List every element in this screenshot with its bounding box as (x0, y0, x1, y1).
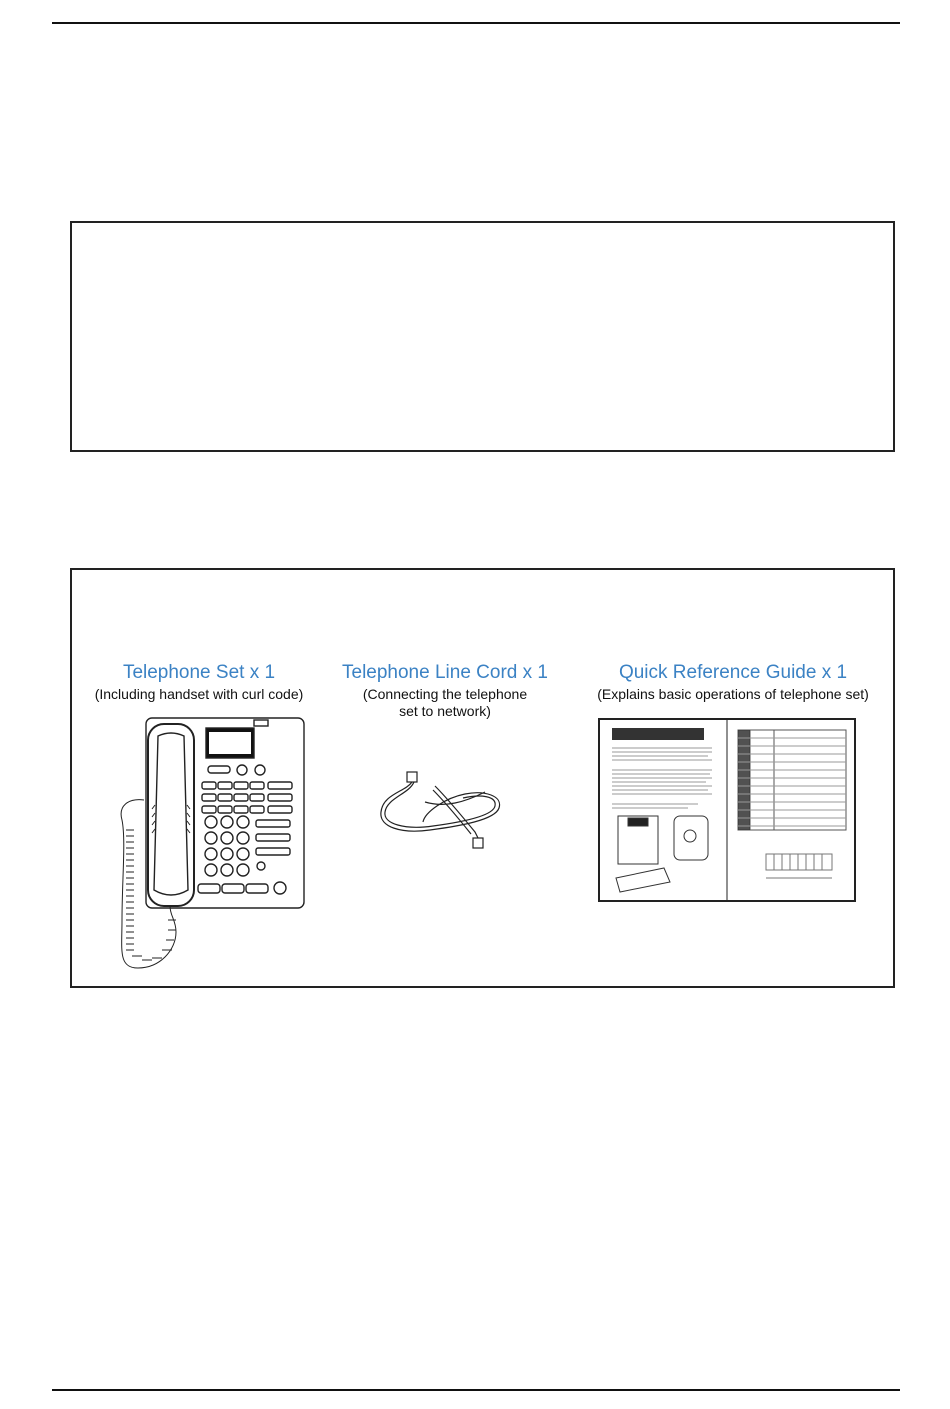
telephone-set-title: Telephone Set x 1 (122, 662, 276, 683)
telephone-set-image (108, 710, 308, 975)
quick-reference-description: (Explains basic operations of telephone set) (597, 686, 869, 702)
line-cord-description: (Connecting the telephone set to network) (362, 686, 528, 719)
telephone-set-item (78, 662, 320, 703)
line-cord-title: Telephone Line Cord x 1 (342, 662, 548, 683)
footer-rule (52, 1389, 900, 1391)
quick-reference-title: Quick Reference Guide x 1 (618, 662, 848, 683)
line-cord-item (320, 662, 570, 720)
line-cord-image (375, 772, 505, 852)
telephone-set-description: (Including handset with curl code) (94, 686, 304, 702)
quick-reference-item (578, 662, 888, 703)
header-rule (52, 22, 900, 24)
quick-reference-image (598, 718, 856, 902)
empty-frame (70, 221, 895, 452)
